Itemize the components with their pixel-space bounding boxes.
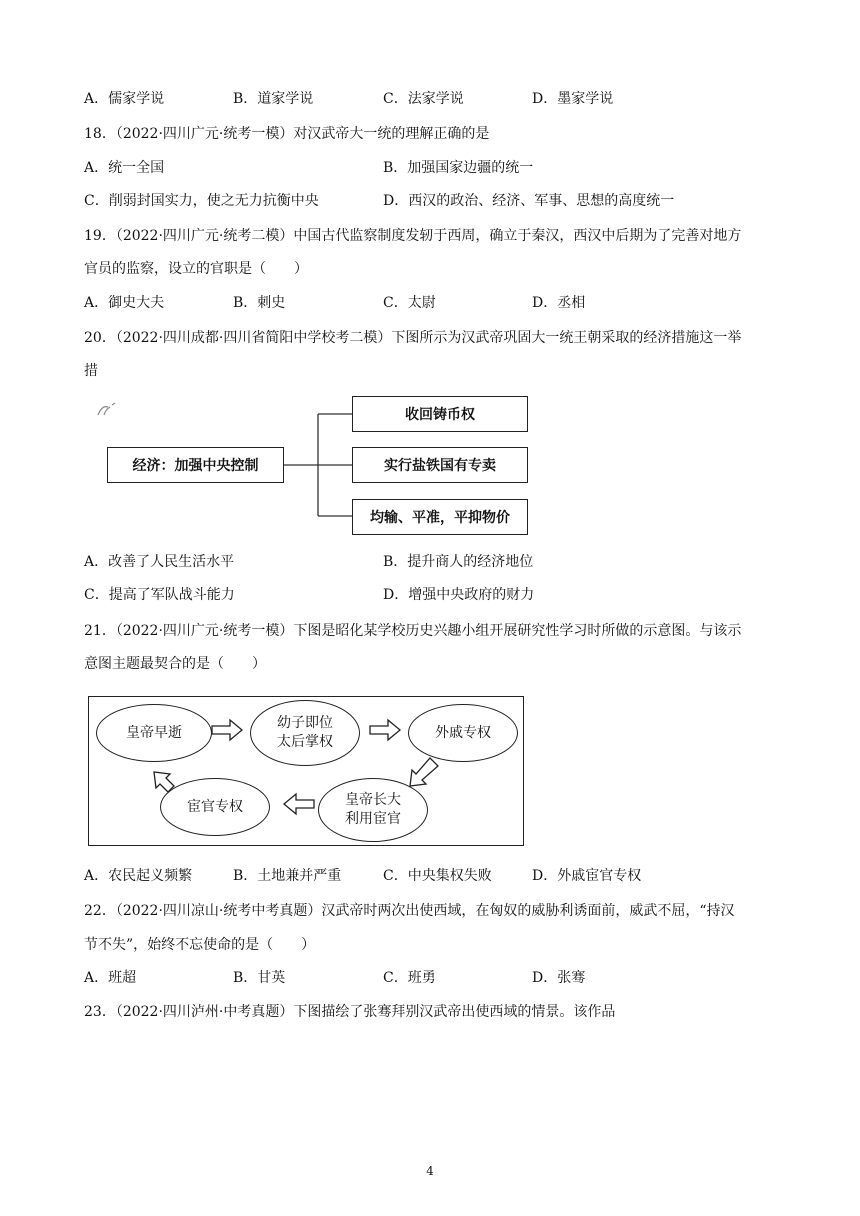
q21-option-d: D．外戚宦官专权 (532, 868, 642, 884)
q21-node-3: 外戚专权 (408, 704, 518, 762)
q18-option-b: B．加强国家边疆的统一 (383, 160, 534, 176)
q21-node-5: 宦官专权 (160, 778, 270, 836)
q17-option-a: A．儒家学说 (84, 91, 165, 107)
q19-option-d: D．丞相 (532, 295, 586, 311)
q21-stem-line1: 21．（2022·四川广元·统考一模）下图是昭化某学校历史兴趣小组开展研究性学习时所做的示意图。与该示 (84, 623, 742, 639)
q17-option-c: C．法家学说 (383, 91, 464, 107)
q18-stem: 18．（2022·四川广元·统考一模）对汉武帝大一统的理解正确的是 (84, 126, 490, 142)
arrow-right-icon (370, 720, 400, 740)
q21-node-2: 幼子即位 太后掌权 (250, 700, 360, 766)
arrow-down-left-icon (410, 758, 438, 786)
q21-node-4: 皇帝长大 利用宦官 (318, 778, 428, 842)
q19-option-b: B．刺史 (233, 295, 286, 311)
q20-option-d: D．增强中央政府的财力 (383, 587, 535, 603)
q20-option-a: A．改善了人民生活水平 (84, 554, 235, 570)
arrow-right-icon (212, 720, 242, 740)
q20-main-box: 经济：加强中央控制 (107, 447, 284, 483)
q22-option-c: C．班勇 (383, 970, 436, 986)
q18-option-d: D．西汉的政治、经济、军事、思想的高度统一 (383, 193, 675, 209)
q17-option-b: B．道家学说 (233, 91, 314, 107)
arrow-left-icon (284, 794, 314, 814)
q18-option-a: A．统一全国 (84, 160, 165, 176)
q17-option-d: D．墨家学说 (532, 91, 614, 107)
q22-stem-line2: 节不失”，始终不忘使命的是（ ） (84, 937, 316, 953)
q21-option-c: C．中央集权失败 (383, 868, 492, 884)
q20-branch-2: 实行盐铁国有专卖 (352, 447, 528, 483)
q21-option-b: B．土地兼并严重 (233, 868, 342, 884)
q18-option-c: C．削弱封国实力，使之无力抗衡中央 (84, 193, 319, 209)
q20-option-b: B．提升商人的经济地位 (383, 554, 534, 570)
q22-stem-line1: 22．（2022·四川凉山·统考中考真题）汉武帝时两次出使西域，在匈奴的威胁利诱面前，威武不屈，“持汉 (84, 903, 735, 919)
q23-stem: 23．（2022·四川泸州·中考真题）下图描绘了张骞拜别汉武帝出使西域的情景。该作品 (84, 1004, 616, 1020)
q22-option-a: A．班超 (84, 970, 137, 986)
page-number: 4 (426, 1164, 434, 1178)
q22-option-d: D．张骞 (532, 970, 586, 986)
q20-branch-1: 收回铸币权 (352, 396, 528, 432)
q19-option-c: C．太尉 (383, 295, 436, 311)
q19-stem-line1: 19．（2022·四川广元·统考二模）中国古代监察制度发轫于西周，确立于秦汉，西汉中后期为了完善对地方 (84, 228, 742, 244)
q20-stem-line2: 措 (84, 363, 98, 379)
q20-branch-3: 均输、平准，平抑物价 (352, 499, 528, 535)
q22-option-b: B．甘英 (233, 970, 286, 986)
q19-stem-line2: 官员的监察，设立的官职是（ ） (84, 261, 308, 277)
q19-option-a: A．御史大夫 (84, 295, 165, 311)
q21-node-1: 皇帝早逝 (96, 704, 212, 762)
q21-stem-line2: 意图主题最契合的是（ ） (84, 656, 266, 672)
q21-option-a: A．农民起义频繁 (84, 868, 193, 884)
q20-option-c: C．提高了军队战斗能力 (84, 587, 235, 603)
q20-stem-line1: 20．（2022·四川成都·四川省简阳中学校考二模）下图所示为汉武帝巩固大一统王朝采取的经济措施这一举 (84, 330, 742, 346)
